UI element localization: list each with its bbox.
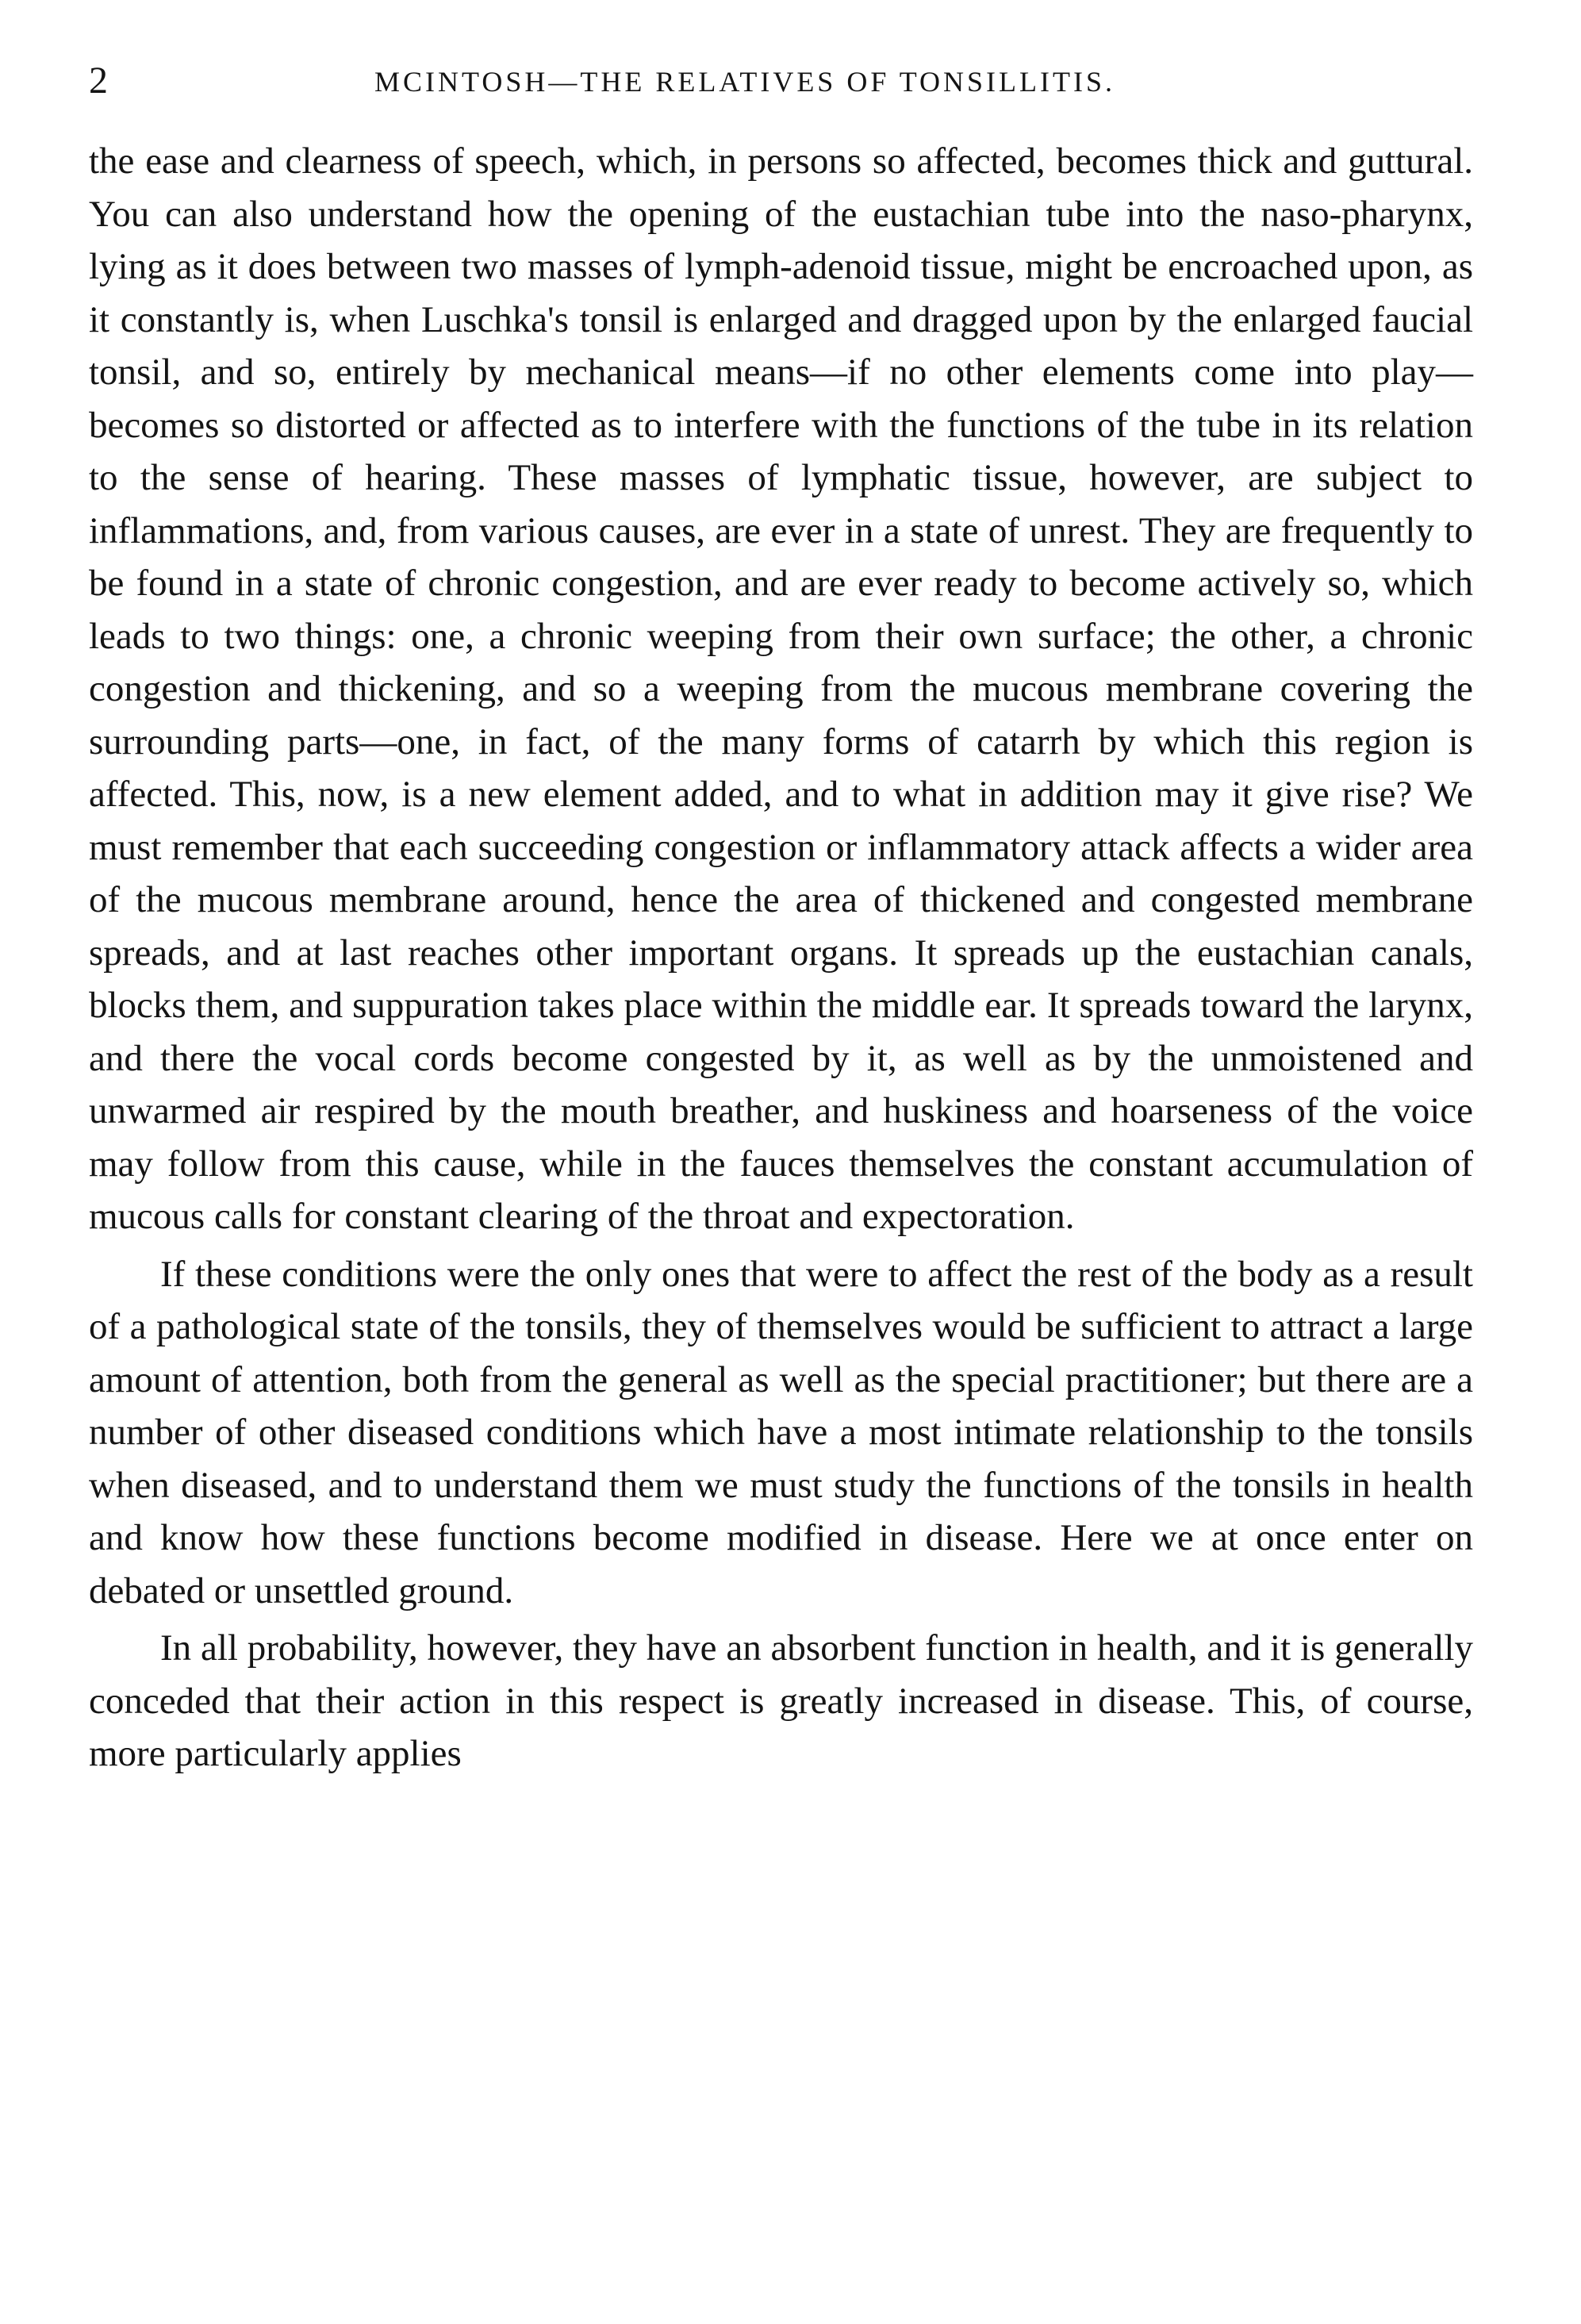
body-text <box>89 135 1473 1780</box>
paragraph-1: the ease and clearness of speech, which, in persons so affected, becomes thick and guttural. You can also understand how the opening of the eustachian tube into the naso-pharynx, lying as it does between two masses of lymph-adenoid tissue, might be encroached upon, as it constantly is, when Luschka's tonsil is enlarged and dragged upon by the enlarged faucial tonsil, and so, entirely by mechanical means—if no other elements come into play—becomes so distorted or affected as to interfere with the functions of the tube in its relation to the sense of hearing. These masses of lymphatic tissue, however, are subject to inflammations, and, from various causes, are ever in a state of unrest. They are frequently to be found in a state of chronic congestion, and are ever ready to become actively so, which leads to two things: one, a chronic weeping from their own surface; the other, a chronic congestion and thickening, and so a weeping from the mucous membrane covering the surrounding parts—one, in fact, of the many forms of catarrh by which this region is affected. This, now, is a new element added, and to what in addition may it give rise? We must remember that each succeeding congestion or inflammatory attack affects a wider area of the mucous membrane around, hence the area of thickened and congested membrane spreads, and at last reaches other important organs. It spreads up the eustachian canals, blocks them, and suppuration takes place within the middle ear. It spreads toward the larynx, and there the vocal cords become congested by it, as well as by the unmoistened and unwarmed air respired by the mouth breather, and huskiness and hoarseness of the voice may follow from this cause, while in the fauces themselves the constant accumulation of mucous calls for constant clearing of the throat and expectoration. <box>89 140 1473 1237</box>
running-header <box>89 57 1493 105</box>
page-number: 2 <box>89 60 108 102</box>
paragraph-2: If these conditions were the only ones that were to affect the rest of the body as a result of a pathological state of the tonsils, they of themselves would be sufficient to attract a large amount of attention, both from the general as well as the special practitioner; but there are a number of other diseased conditions which have a most intimate relationship to the tonsils when diseased, and to understand them we must study the functions of the tonsils in health and know how these functions become modified in disease. Here we at once enter on debated or unsettled ground. <box>89 1253 1473 1611</box>
running-title: MCINTOSH—THE RELATIVES OF TONSILLITIS. <box>374 66 1116 98</box>
paragraph-3: In all probability, however, they have an absorbent function in health, and it is generally conceded that their action in this respect is greatly increased in disease. This, of course, more particularly applies <box>89 1627 1473 1774</box>
